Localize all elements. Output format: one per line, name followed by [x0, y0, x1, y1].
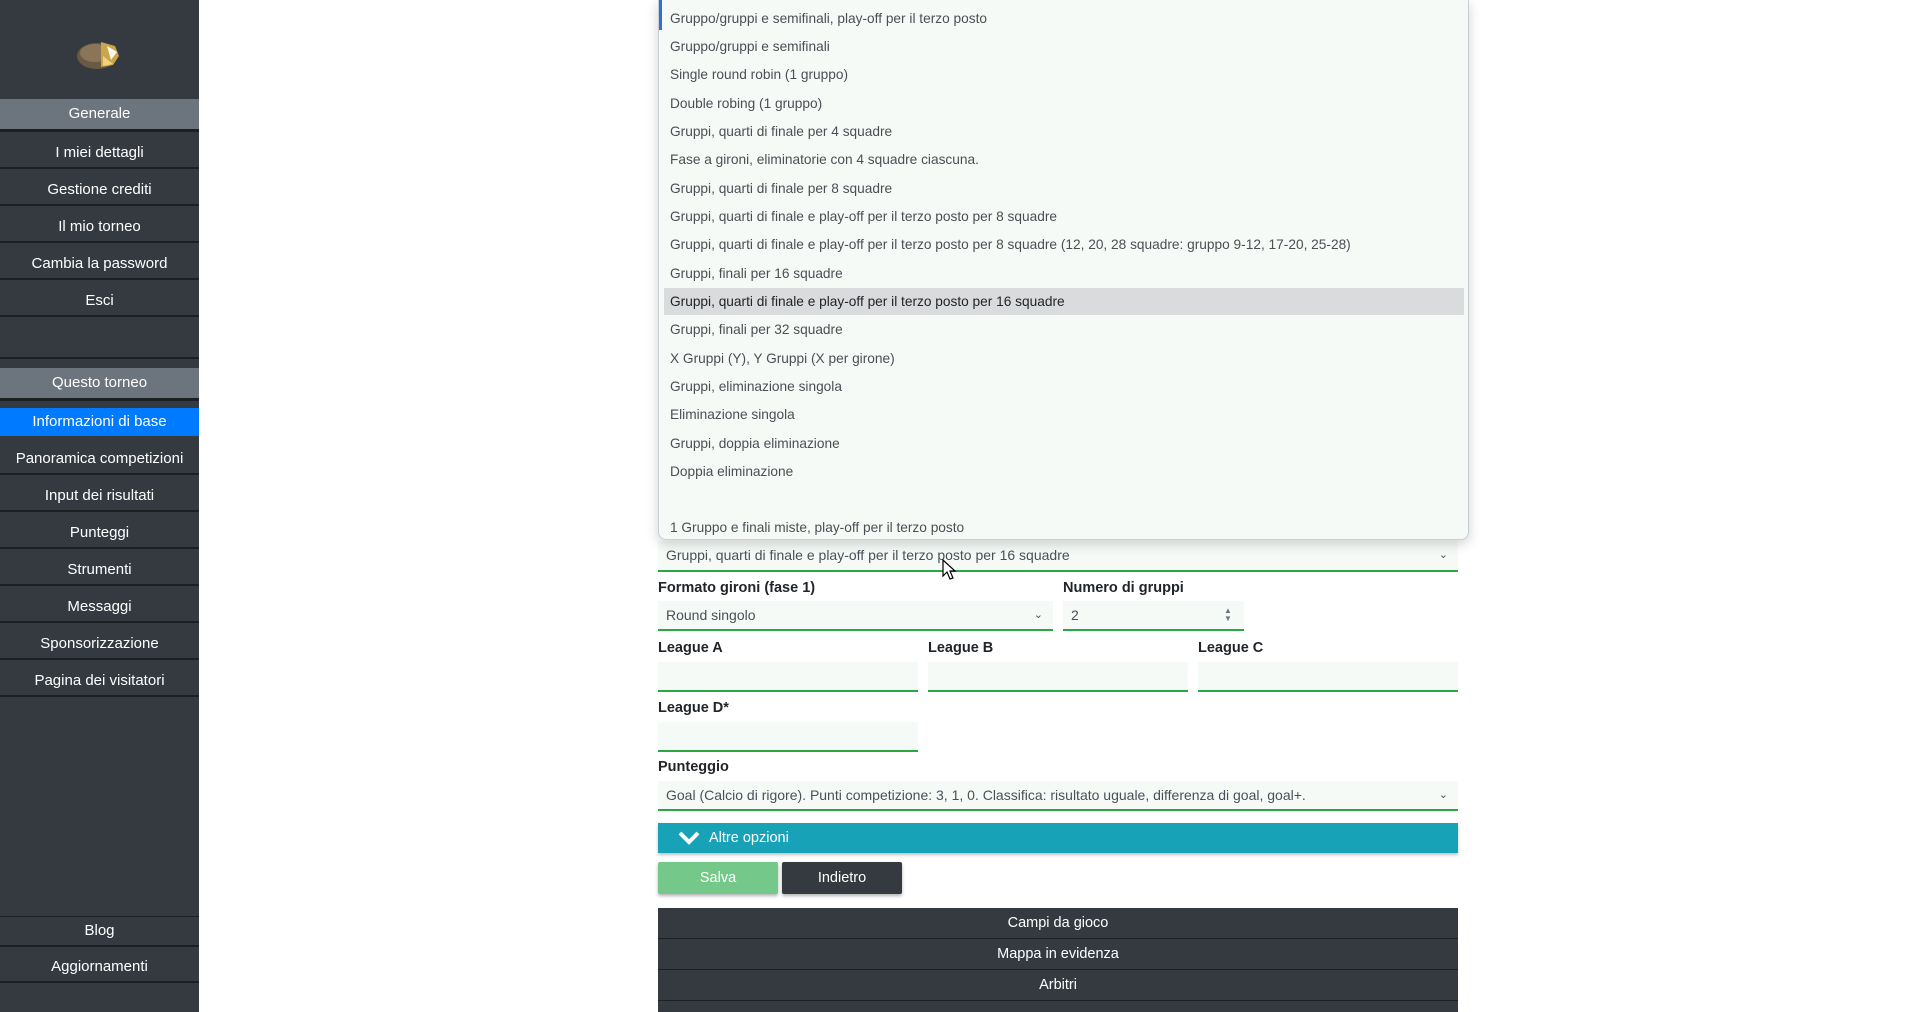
spinner-icon[interactable]: ▲ ▼ — [1224, 606, 1232, 623]
dropdown-option[interactable]: Gruppi, quarti di finale per 4 squadre — [670, 124, 893, 139]
section-more[interactable] — [658, 1001, 1458, 1012]
tournament-format-select[interactable] — [658, 541, 1458, 572]
dropdown-option[interactable]: Doppia eliminazione — [670, 464, 794, 479]
scoring-label: Punteggio — [658, 759, 729, 775]
nav-item-messages[interactable]: Messaggi — [0, 593, 199, 621]
dropdown-option-selected[interactable]: Gruppi, quarti di finale e play-off per il terzo posto per 16 squadre — [664, 288, 1464, 315]
dropdown-option[interactable]: Gruppi, quarti di finale per 8 squadre — [670, 181, 893, 196]
nav-item-tools[interactable]: Strumenti — [0, 556, 199, 584]
group-format-value: Round singolo — [666, 607, 756, 623]
dropdown-option[interactable]: Gruppi, finali per 32 squadre — [670, 322, 843, 337]
dropdown-option[interactable]: 1 Gruppo e finali miste, play-off per il terzo posto — [670, 520, 965, 535]
tournament-format-dropdown[interactable] — [658, 0, 1469, 540]
nav-item-sponsorship[interactable]: Sponsorizzazione — [0, 630, 199, 658]
league-c-label: League C — [1198, 640, 1264, 656]
nav-item-scores[interactable]: Punteggi — [0, 519, 199, 547]
dropdown-option[interactable]: Gruppi, quarti di finale e play-off per il terzo posto per 8 squadre (12, 20, 28 squadre: gruppo 9-12, 17-20, 25-28) — [670, 237, 1351, 252]
nav-item-results-input[interactable]: Input dei risultati — [0, 482, 199, 510]
nav-item-competitions[interactable]: Panoramica competizioni — [0, 445, 199, 473]
nav-header-generale: Generale — [0, 99, 199, 129]
dropdown-option[interactable]: Fase a gironi, eliminatorie con 4 squadre ciascuna. — [670, 152, 979, 167]
dropdown-option[interactable]: Eliminazione singola — [670, 407, 795, 422]
group-format-label: Formato gironi (fase 1) — [658, 580, 816, 596]
nav-item-credits[interactable]: Gestione crediti — [0, 176, 199, 204]
dropdown-option[interactable]: Single round robin (1 gruppo) — [670, 67, 849, 82]
nav-item-basic-info[interactable]: Informazioni di base — [0, 408, 199, 436]
num-groups-input[interactable] — [1063, 601, 1244, 631]
nav-item-blog[interactable]: Blog — [0, 916, 199, 945]
save-button[interactable]: Salva — [658, 862, 778, 894]
dropdown-option[interactable]: Gruppi, quarti di finale e play-off per il terzo posto per 8 squadre — [670, 209, 1058, 224]
scoring-select[interactable] — [658, 781, 1458, 811]
logo-icon[interactable] — [77, 38, 122, 72]
tournament-format-value: Gruppi, quarti di finale e play-off per il terzo posto per 16 squadre — [666, 547, 1070, 563]
nav-item-logout[interactable]: Esci — [0, 287, 199, 315]
section-playing-fields[interactable]: Campi da gioco — [658, 908, 1458, 938]
nav-item-my-details[interactable]: I miei dettagli — [0, 139, 199, 167]
nav-divider — [0, 323, 199, 357]
mouse-cursor-icon — [942, 559, 958, 581]
chevron-down-icon: ⌄ — [1438, 549, 1448, 561]
group-format-select[interactable] — [658, 601, 1053, 631]
dropdown-option[interactable]: Gruppi, finali per 16 squadre — [670, 266, 843, 281]
section-referees[interactable]: Arbitri — [658, 970, 1458, 1000]
chevron-down-icon — [676, 823, 702, 853]
num-groups-value: 2 — [1071, 607, 1079, 623]
nav-item-change-password[interactable]: Cambia la password — [0, 250, 199, 278]
league-d-label: League D* — [658, 700, 729, 716]
league-a-label: League A — [658, 640, 723, 656]
league-c-input[interactable] — [1198, 662, 1458, 692]
back-button[interactable]: Indietro — [782, 862, 902, 894]
section-featured-map[interactable]: Mappa in evidenza — [658, 939, 1458, 969]
nav-item-my-tournament[interactable]: Il mio torneo — [0, 213, 199, 241]
more-options-label: Altre opzioni — [709, 830, 789, 846]
dropdown-option[interactable]: Gruppi, eliminazione singola — [670, 379, 842, 394]
dropdown-option[interactable]: Gruppo/gruppi e semifinali, play-off per il terzo posto — [670, 11, 988, 26]
dropdown-option[interactable]: Double robing (1 gruppo) — [670, 96, 823, 111]
dropdown-option-empty[interactable] — [664, 486, 1464, 513]
league-d-input[interactable] — [658, 722, 918, 752]
league-a-input[interactable] — [658, 662, 918, 692]
scoring-value: Goal (Calcio di rigore). Punti competizione: 3, 1, 0. Classifica: risultato uguale, differenza di goal, goal+. — [666, 787, 1306, 803]
num-groups-label: Numero di gruppi — [1063, 580, 1184, 596]
dropdown-option[interactable]: Gruppo/gruppi e semifinali — [670, 39, 830, 54]
dropdown-option[interactable]: Gruppi, doppia eliminazione — [670, 436, 840, 451]
more-options-toggle[interactable] — [658, 823, 1458, 853]
chevron-down-icon: ⌄ — [1033, 609, 1043, 621]
league-b-label: League B — [928, 640, 994, 656]
dropdown-focus-indicator — [659, 0, 662, 30]
league-b-input[interactable] — [928, 662, 1188, 692]
nav-header-this-tournament: Questo torneo — [0, 368, 199, 398]
sidebar — [0, 0, 199, 1012]
nav-item-visitor-page[interactable]: Pagina dei visitatori — [0, 667, 199, 695]
nav-divider — [0, 990, 199, 1012]
dropdown-option[interactable]: X Gruppi (Y), Y Gruppi (X per girone) — [670, 351, 895, 366]
chevron-down-icon: ⌄ — [1438, 789, 1448, 801]
nav-item-updates[interactable]: Aggiornamenti — [0, 953, 199, 981]
